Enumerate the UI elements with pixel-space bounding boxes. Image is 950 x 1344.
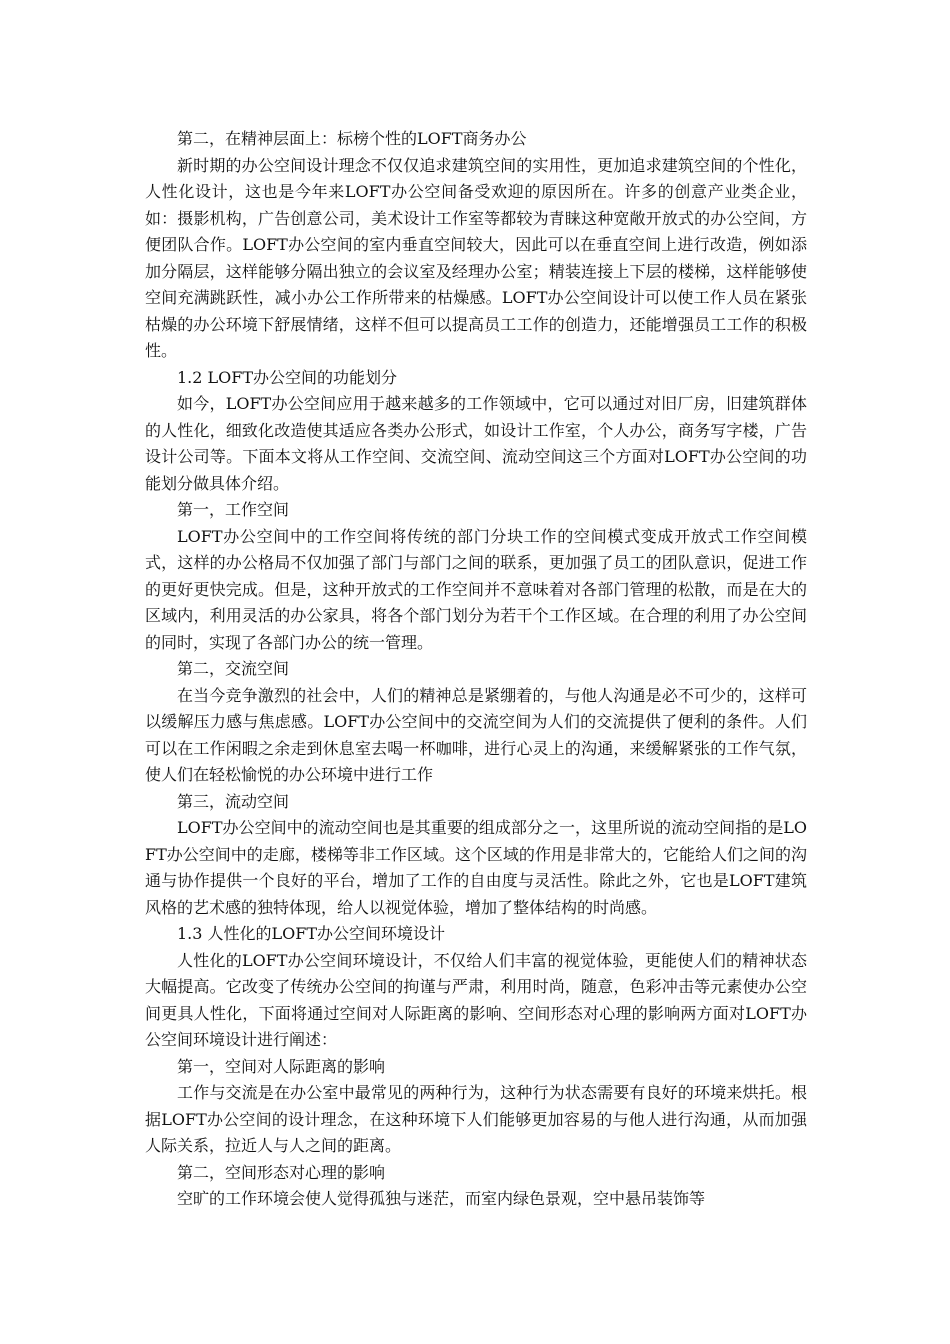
body-paragraph: 工作与交流是在办公室中最常见的两种行为，这种行为状态需要有良好的环境来烘托。根据LOFT办公空间的设计理念，在这种环境下人们能够更加容易的与他人进行沟通，从而加强人际关系，拉近人与人之间的距离。 — [145, 1083, 807, 1155]
section-heading: 第二，空间形态对心理的影响 — [177, 1162, 386, 1182]
section-heading: 1.2 LOFT办公空间的功能划分 — [177, 367, 398, 387]
section-heading: 第二，在精神层面上：标榜个性的LOFT商务办公 — [177, 129, 527, 148]
section-heading: 1.3 人性化的LOFT办公空间环境设计 — [177, 924, 446, 943]
body-paragraph: LOFT办公空间中的工作空间将传统的部门分块工作的空间模式变成开放式工作空间模式，这样的办公格局不仅加强了部门与部门之间的联系，更加强了员工的团队意识，促进工作的更好更快完成。但是，这种开放式的工作空间并不意味着对各部门管理的松散，而是在大的区域内，利用灵活的办公家具，将各个部门划分为若干个工作区域。在合理的利用了办公空间的同时，实现了各部门办公的统一管理。 — [145, 526, 807, 652]
document-body — [145, 126, 807, 1213]
section-heading: 第二，交流空间 — [177, 659, 290, 678]
body-paragraph: 空旷的工作环境会使人觉得孤独与迷茫，而室内绿色景观，空中悬吊装饰等 — [177, 1189, 706, 1208]
body-paragraph: 新时期的办公空间设计理念不仅仅追求建筑空间的实用性，更加追求建筑空间的个性化，人性化设计，这也是今年来LOFT办公空间备受欢迎的原因所在。许多的创意产业类企业，如：摄影机构，广告创意公司，美术设计工作室等都较为青睐这种宽敞开放式的办公空间，方便团队合作。LOFT办公空间的室内垂直空间较大，因此可以在垂直空间上进行改造，例如添加分隔层，这样能够分隔出独立的会议室及经理办公室；精装连接上下层的楼梯，这样能够使空间充满跳跃性，减小办公工作所带来的枯燥感。LOFT办公空间设计可以使工作人员在紧张枯燥的办公环境下舒展情绪，这样不但可以提高员工工作的创造力，还能增强员工工作的积极性。 — [145, 155, 807, 360]
body-paragraph: 人性化的LOFT办公空间环境设计，不仅给人们丰富的视觉体验，更能使人们的精神状态大幅提高。它改变了传统办公空间的拘谨与严肃，利用时尚，随意，色彩冲击等元素使办公空间更具人性化，下面将通过空间对人际距离的影响、空间形态对心理的影响两方面对LOFT办公空间环境设计进行阐述： — [145, 950, 807, 1049]
body-paragraph: 在当今竞争激烈的社会中，人们的精神总是紧绷着的，与他人沟通是必不可少的，这样可以缓解压力感与焦虑感。LOFT办公空间中的交流空间为人们的交流提供了便利的条件。人们可以在工作闲暇之余走到休息室去喝一杯咖啡，进行心灵上的沟通，来缓解紧张的工作气氛，使人们在轻松愉悦的办公环境中进行工作 — [145, 685, 807, 784]
body-paragraph: 如今，LOFT办公空间应用于越来越多的工作领域中，它可以通过对旧厂房，旧建筑群体的人性化，细致化改造使其适应各类办公形式，如设计工作室，个人办公，商务写字楼，广告设计公司等。下面本文将从工作空间、交流空间、流动空间这三个方面对LOFT办公空间的功能划分做具体介绍。 — [145, 394, 807, 493]
body-paragraph: LOFT办公空间中的流动空间也是其重要的组成部分之一，这里所说的流动空间指的是LOFT办公空间中的走廊，楼梯等非工作区域。这个区域的作用是非常大的，它能给人们之间的沟通与协作提供一个良好的平台，增加了工作的自由度与灵活性。除此之外，它也是LOFT建筑风格的艺术感的独特体现，给人以视觉体验，增加了整体结构的时尚感。 — [145, 818, 807, 917]
section-heading: 第三，流动空间 — [177, 791, 290, 811]
section-heading: 第一，空间对人际距离的影响 — [177, 1056, 386, 1076]
section-heading: 第一，工作空间 — [177, 500, 290, 519]
